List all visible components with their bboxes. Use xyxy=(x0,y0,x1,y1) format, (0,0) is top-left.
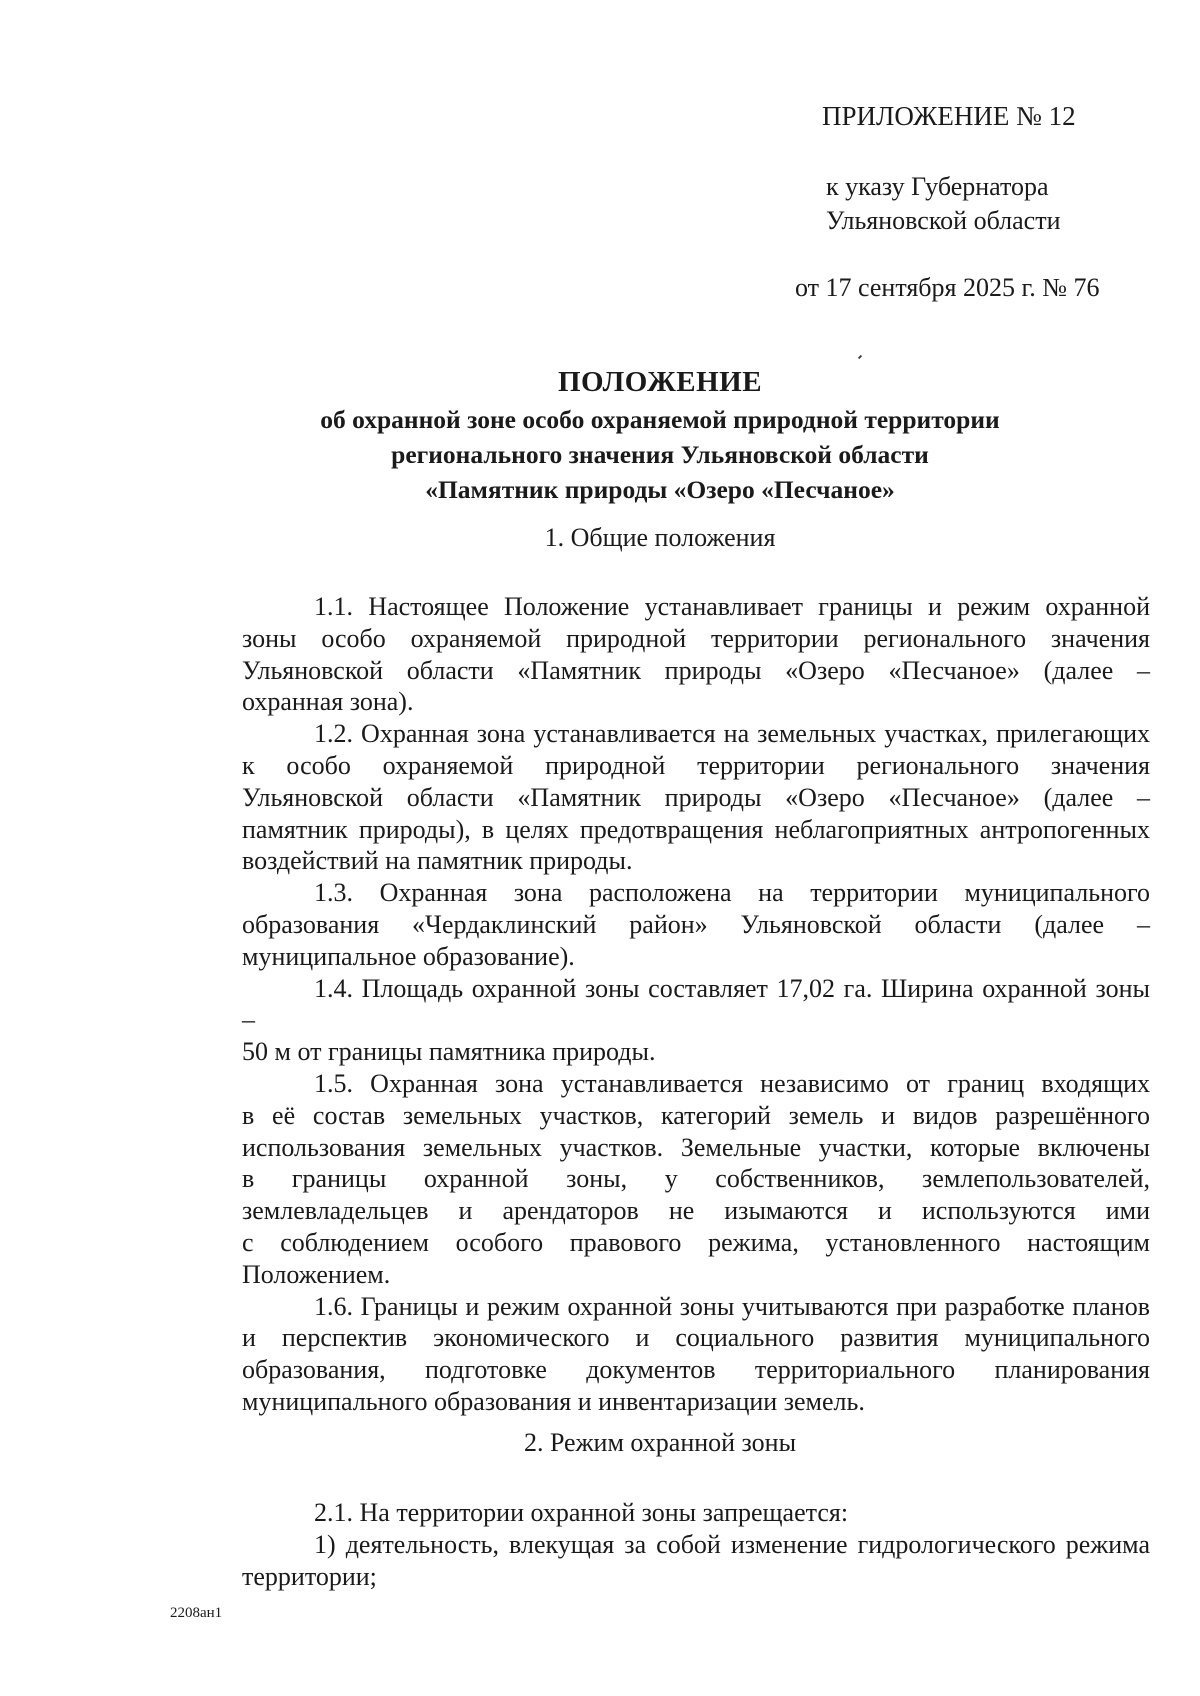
text-line: Ульяновской области «Памятник природы «Озеро «Песчаное» (далее – xyxy=(242,782,1150,812)
text-line: образования «Чердаклинский район» Ульяновской области (далее – xyxy=(242,909,1150,939)
title-main: ПОЛОЖЕНИЕ xyxy=(557,366,763,398)
text-line: муниципальное образование). xyxy=(242,941,575,971)
text-line: образования, подготовке документов территориального планирования xyxy=(242,1355,1150,1385)
text-line: использования земельных участков. Земельные участки, которые включены xyxy=(242,1132,1150,1162)
text-line: воздействий на памятник природы. xyxy=(242,846,633,876)
document-title xyxy=(170,362,1150,507)
decree-date: от 17 сентября 2025 г. № 76 xyxy=(795,273,1100,302)
text-line: памятник природы), в целях предотвращения неблагоприятных антропогенных xyxy=(242,814,1150,844)
text-line: муниципального образования и инвентаризации земель. xyxy=(242,1386,865,1416)
paragraph-2-1-1 xyxy=(170,1529,1150,1593)
section-2-body xyxy=(170,1497,1150,1592)
paragraph-1-5 xyxy=(170,1068,1150,1291)
text-line: 1.1. Настоящее Положение устанавливает границы и режим охранной xyxy=(314,592,1150,621)
footer-code: 2208ан1 xyxy=(170,1605,223,1621)
text-line: зоны особо охраняемой природной территории регионального значения xyxy=(242,623,1150,653)
title-line: об охранной зоне особо охраняемой природной территории xyxy=(320,405,1000,434)
addressee-block xyxy=(826,170,1060,238)
text-line: охранная зона). xyxy=(242,687,414,717)
text-line: Положением. xyxy=(242,1259,391,1289)
text-line: 1.2. Охранная зона устанавливается на земельных участках, прилегающих xyxy=(314,719,1150,749)
text-line: 2.1. На территории охранной зоны запрещается: xyxy=(314,1498,849,1527)
paragraph-2-1 xyxy=(170,1497,1150,1529)
section-1-body xyxy=(170,591,1150,1418)
text-line: 1.4. Площадь охранной зоны составляет 17,02 га. Ширина охранной зоны – xyxy=(242,973,1150,1035)
text-line: 1.5. Охранная зона устанавливается независимо от границ входящих xyxy=(314,1068,1150,1098)
addressee-line: к указу Губернатора xyxy=(826,172,1049,201)
paragraph-1-6 xyxy=(170,1291,1150,1418)
text-line: землевладельцев и арендаторов не изымаются и используются ими xyxy=(242,1196,1150,1226)
title-line: «Памятник природы «Озеро «Песчаное» xyxy=(425,475,895,504)
text-line: территории; xyxy=(242,1561,377,1591)
text-line: с соблюдением особого правового режима, установленного настоящим xyxy=(242,1227,1150,1257)
text-line: в границы охранной зоны, у собственников, землепользователей, xyxy=(242,1164,1150,1194)
paragraph-1-2 xyxy=(170,718,1150,877)
section-heading: 2. Режим охранной зоны xyxy=(523,1428,797,1457)
text-line: 1) деятельность, влекущая за собой изменение гидрологического режима xyxy=(314,1529,1150,1559)
addressee-line: Ульяновской области xyxy=(826,206,1061,235)
text-line: 50 м от границы памятника природы. xyxy=(242,1037,656,1067)
scan-mark xyxy=(858,355,862,359)
text-line: в её состав земельных участков, категорий земель и видов разрешённого xyxy=(242,1100,1150,1130)
appendix-number: ПРИЛОЖЕНИЕ № 12 xyxy=(822,101,1076,131)
paragraph-1-3 xyxy=(170,877,1150,972)
text-line: Ульяновской области «Памятник природы «Озеро «Песчаное» (далее – xyxy=(242,655,1150,685)
paragraph-1-4 xyxy=(170,973,1150,1068)
paragraph-1-1 xyxy=(170,591,1150,718)
text-line: 1.6. Границы и режим охранной зоны учитываются при разработке планов xyxy=(314,1291,1150,1321)
section-heading: 1. Общие положения xyxy=(544,523,776,552)
text-line: и перспектив экономического и социального развития муниципального xyxy=(242,1323,1150,1353)
text-line: 1.3. Охранная зона расположена на территории муниципального xyxy=(314,878,1150,908)
text-line: к особо охраняемой природной территории регионального значения xyxy=(242,750,1150,780)
title-line: регионального значения Ульяновской области xyxy=(391,440,929,469)
